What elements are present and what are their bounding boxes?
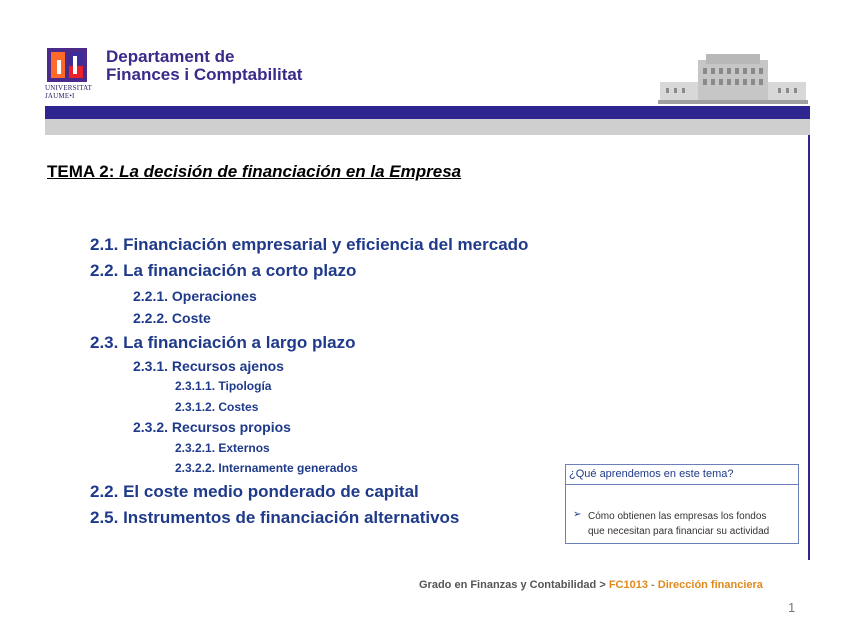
toc-item: 2.5. Instrumentos de financiación alternativos bbox=[90, 508, 460, 527]
infobox-title: ¿Qué aprendemos en este tema? bbox=[569, 468, 734, 480]
toc-item: 2.3.2.1. Externos bbox=[175, 441, 270, 455]
arrow-bullet-icon: ➢ bbox=[573, 509, 582, 520]
toc-item: 2.2. La financiación a corto plazo bbox=[90, 261, 357, 280]
footer-course-code: FC1013 bbox=[608, 579, 648, 591]
department-name bbox=[106, 48, 302, 84]
toc-item: 2.3.1.2. Costes bbox=[175, 400, 259, 414]
university-logo-text bbox=[45, 84, 92, 100]
footer-subject: Dirección financiera bbox=[657, 579, 763, 591]
toc-item: 2.2.1. Operaciones bbox=[133, 288, 257, 304]
page-number: 1 bbox=[788, 600, 796, 615]
title-prefix: TEMA 2: bbox=[47, 162, 115, 181]
title-topic: La decisión de financiación en la Empresa bbox=[119, 162, 462, 181]
department-line2: Finances i Comptabilitat bbox=[106, 65, 303, 84]
logo-text-line2: JAUME•I bbox=[45, 92, 75, 100]
toc-item: 2.3.2. Recursos propios bbox=[133, 419, 291, 435]
right-border-line bbox=[808, 135, 810, 560]
department-line1: Departament de bbox=[106, 47, 235, 66]
toc-item: 2.3.1. Recursos ajenos bbox=[133, 358, 284, 374]
building-image bbox=[658, 52, 808, 104]
logo-text-line1: UNIVERSITAT bbox=[45, 84, 93, 92]
toc-item: 2.3.1.1. Tipología bbox=[175, 379, 272, 393]
infobox-text bbox=[588, 509, 769, 539]
infobox-line2: que necesitan para financiar su actividad bbox=[588, 526, 770, 537]
footer bbox=[419, 579, 763, 591]
toc-item: 2.2. El coste medio ponderado de capital bbox=[90, 482, 419, 501]
toc-item: 2.3. La financiación a largo plazo bbox=[90, 333, 356, 352]
toc-item: 2.2.2. Coste bbox=[133, 310, 211, 326]
footer-separator: - bbox=[651, 579, 655, 591]
header-subbar bbox=[45, 119, 810, 135]
toc-item: 2.1. Financiación empresarial y eficiencia del mercado bbox=[90, 235, 529, 254]
slide-title bbox=[47, 162, 461, 182]
infobox-divider bbox=[566, 484, 798, 485]
footer-arrow: > bbox=[599, 579, 606, 591]
infobox-line1: Cómo obtienen las empresas los fondos bbox=[588, 511, 767, 522]
learning-objectives-box bbox=[565, 464, 799, 544]
toc-item: 2.3.2.2. Internamente generados bbox=[175, 461, 358, 475]
footer-program: Grado en Finanzas y Contabilidad bbox=[419, 579, 597, 591]
header-bar bbox=[45, 106, 810, 119]
